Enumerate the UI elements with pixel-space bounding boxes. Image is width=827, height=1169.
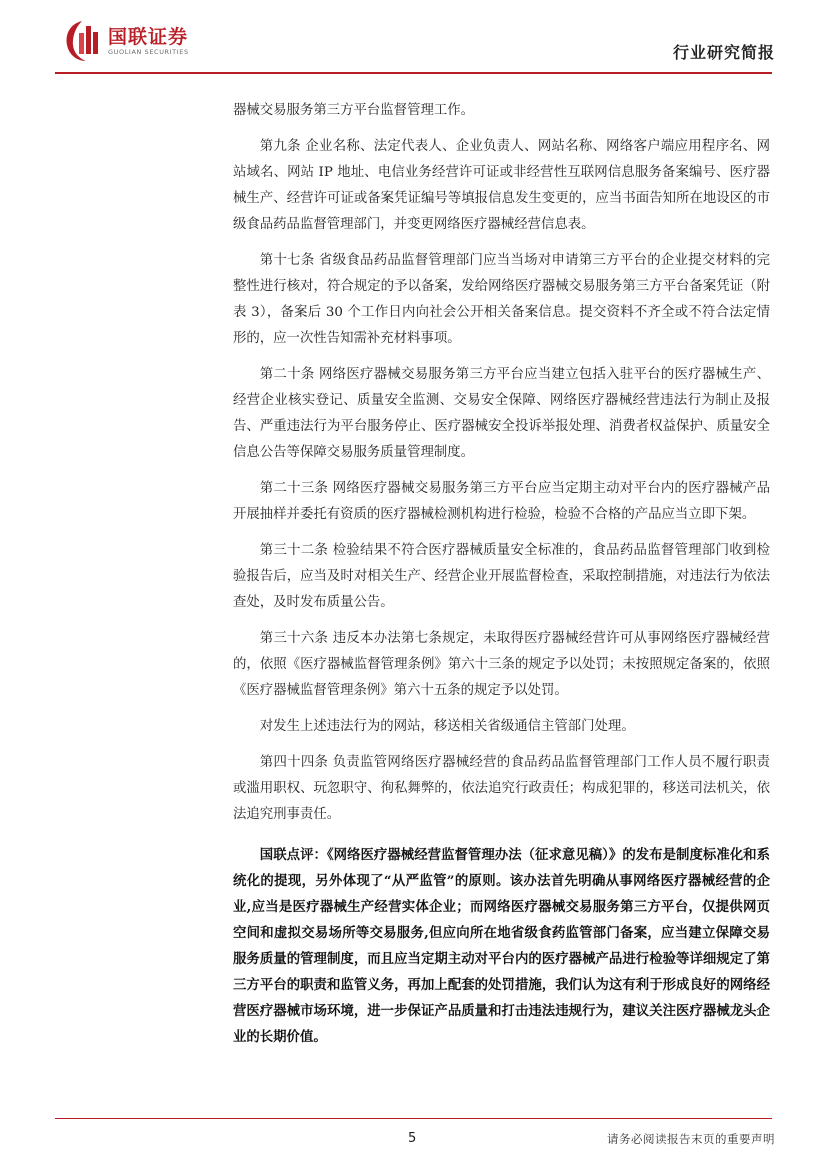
report-type-label: 行业研究简报 xyxy=(672,43,775,62)
article-23-paragraph: 第二十三条 网络医疗器械交易服务第三方平台应当定期主动对平台内的医疗器械产品开展抽样并委托有资质的医疗器械检测机构进行检验，检验不合格的产品应当立即下架。 xyxy=(233,481,770,522)
disclaimer-text: 请务必阅读报告末页的重要声明 xyxy=(607,1132,775,1146)
article-32-paragraph: 第三十二条 检验结果不符合医疗器械质量安全标准的，食品药品监督管理部门收到检验报告后，应当及时对相关生产、经营企业开展监督检查，采取控制措施，对违法行为依法查处，及时发布质量公告。 xyxy=(233,543,770,610)
header-divider xyxy=(55,72,772,74)
logo-chinese-name: 国联证券 xyxy=(108,25,189,48)
logo-text xyxy=(108,26,189,57)
guolian-logo-icon xyxy=(62,18,102,64)
article-36-paragraph: 第三十六条 违反本办法第七条规定，未取得医疗器械经营许可从事网络医疗器械经营的，依照《医疗器械监督管理条例》第六十三条的规定予以处罚；未按照规定备案的，依照《医疗器械监督管理条例》第六十五条的规定予以处罚。 xyxy=(233,631,770,698)
company-logo xyxy=(62,17,242,65)
paragraph: 器械交易服务第三方平台监督管理工作。 xyxy=(233,103,475,118)
page-number: 5 xyxy=(408,1131,417,1146)
page-header xyxy=(0,0,827,90)
article-17-paragraph: 第十七条 省级食品药品监督管理部门应当当场对申请第三方平台的企业提交材料的完整性进行核对，符合规定的予以备案，发给网络医疗器械交易服务第三方平台备案凭证（附表 3），备案后 30 个工作日内向社会公开相关备案信息。提交资料不齐全或不符合法定情形的，应一次性告知需补充材料事项。 xyxy=(233,253,770,346)
analyst-comment: 国联点评：《网络医疗器械经营监督管理办法（征求意见稿）》的发布是制度标准化和系统化的提现，另外体现了“从严监管”的原则。该办法首先明确从事网络医疗器械经营的企业,应当是医疗器械生产经营实体企业；而网络医疗器械交易服务第三方平台，仅提供网页空间和虚拟交易场所等交易服务,但应向所在地省级食药监管部门备案，应当建立保障交易服务质量的管理制度，而且应当定期主动对平台内的医疗器械产品进行检验等详细规定了第三方平台的职责和监管义务，再加上配套的处罚措施，我们认为这有利于形成良好的网络经营医疗器械市场环境，进一步保证产品质量和打击违法违规行为，建议关注医疗器械龙头企业的长期价值。 xyxy=(233,847,770,1045)
logo-english-name: GUOLIAN SECURITIES xyxy=(108,47,189,56)
article-44-paragraph: 第四十四条 负责监管网络医疗器械经营的食品药品监督管理部门工作人员不履行职责或滥用职权、玩忽职守、徇私舞弊的，依法追究行政责任；构成犯罪的，移送司法机关，依法追究刑事责任。 xyxy=(233,755,770,822)
article-20-paragraph: 第二十条 网络医疗器械交易服务第三方平台应当建立包括入驻平台的医疗器械生产、经营企业核实登记、质量安全监测、交易安全保障、网络医疗器械经营违法行为制止及报告、严重违法行为平台服务停止、医疗器械安全投诉举报处理、消费者权益保护、质量安全信息公告等保障交易服务质量管理制度。 xyxy=(233,367,770,460)
footer-divider xyxy=(55,1118,772,1119)
report-body xyxy=(233,98,770,1060)
referral-paragraph: 对发生上述违法行为的网站，移送相关省级通信主管部门处理。 xyxy=(259,719,635,734)
article-9-paragraph: 第九条 企业名称、法定代表人、企业负责人、网站名称、网络客户端应用程序名、网站域名、网站 IP 地址、电信业务经营许可证或非经营性互联网信息服务备案编号、医疗器械生产、经营许可证或备案凭证编号等填报信息发生变更的，应当书面告知所在地设区的市级食品药品监督管理部门，并变更网络医疗器械经营信息表。 xyxy=(233,139,770,232)
